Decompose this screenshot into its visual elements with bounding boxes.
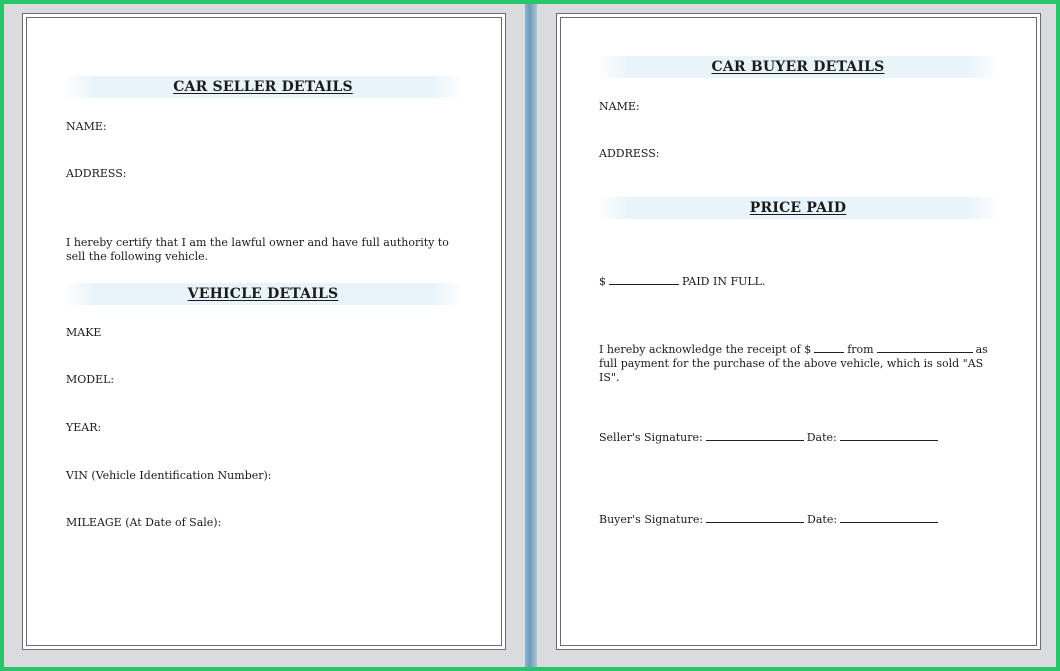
ack-part2: from — [847, 343, 874, 356]
vin-label: VIN (Vehicle Identification Number): — [66, 469, 272, 482]
paid-in-full-line — [599, 274, 765, 289]
certify-statement: I hereby certify that I am the lawful owner and have full authority to sell the following vehicle. — [66, 236, 449, 263]
ack-from-blank — [877, 342, 973, 353]
seller-signature-label: Seller's Signature: — [599, 431, 703, 444]
seller-signature-line — [599, 430, 941, 445]
vehicle-heading-band — [63, 283, 463, 305]
make-label: MAKE — [66, 326, 102, 339]
ack-part1: I hereby acknowledge the receipt of $ — [599, 343, 812, 356]
acknowledgement-statement — [599, 342, 999, 385]
buyer-date-blank — [840, 512, 938, 523]
page-gutter — [525, 4, 537, 667]
buyer-name-label: NAME: — [599, 100, 640, 113]
buyer-signature-blank — [706, 512, 804, 523]
dollar-sign: $ — [599, 275, 606, 288]
buyer-heading: CAR BUYER DETAILS — [711, 59, 885, 75]
amount-blank — [609, 274, 679, 285]
paid-in-full-label: PAID IN FULL. — [682, 275, 766, 288]
buyer-date-label: Date: — [807, 513, 838, 526]
seller-signature-blank — [706, 430, 804, 441]
ack-amount-blank — [814, 342, 844, 353]
seller-heading: CAR SELLER DETAILS — [173, 79, 353, 95]
model-label: MODEL: — [66, 373, 115, 386]
buyer-address-label: ADDRESS: — [599, 147, 660, 160]
seller-address-label: ADDRESS: — [66, 167, 127, 180]
price-heading: PRICE PAID — [749, 200, 847, 216]
seller-name-label: NAME: — [66, 120, 107, 133]
left-page — [22, 13, 506, 650]
mileage-label: MILEAGE (At Date of Sale): — [66, 516, 222, 529]
buyer-signature-line — [599, 512, 941, 527]
vehicle-heading: VEHICLE DETAILS — [187, 286, 339, 302]
price-heading-band — [597, 197, 999, 219]
year-label: YEAR: — [66, 421, 102, 434]
seller-date-blank — [840, 430, 938, 441]
ack-part3: as full payment for the purchase of the above vehicle, which is sold "AS IS". — [599, 343, 988, 384]
seller-date-label: Date: — [806, 431, 837, 444]
buyer-heading-band — [597, 56, 999, 78]
seller-heading-band — [63, 76, 463, 98]
buyer-signature-label: Buyer's Signature: — [599, 513, 704, 526]
right-page — [556, 13, 1041, 650]
